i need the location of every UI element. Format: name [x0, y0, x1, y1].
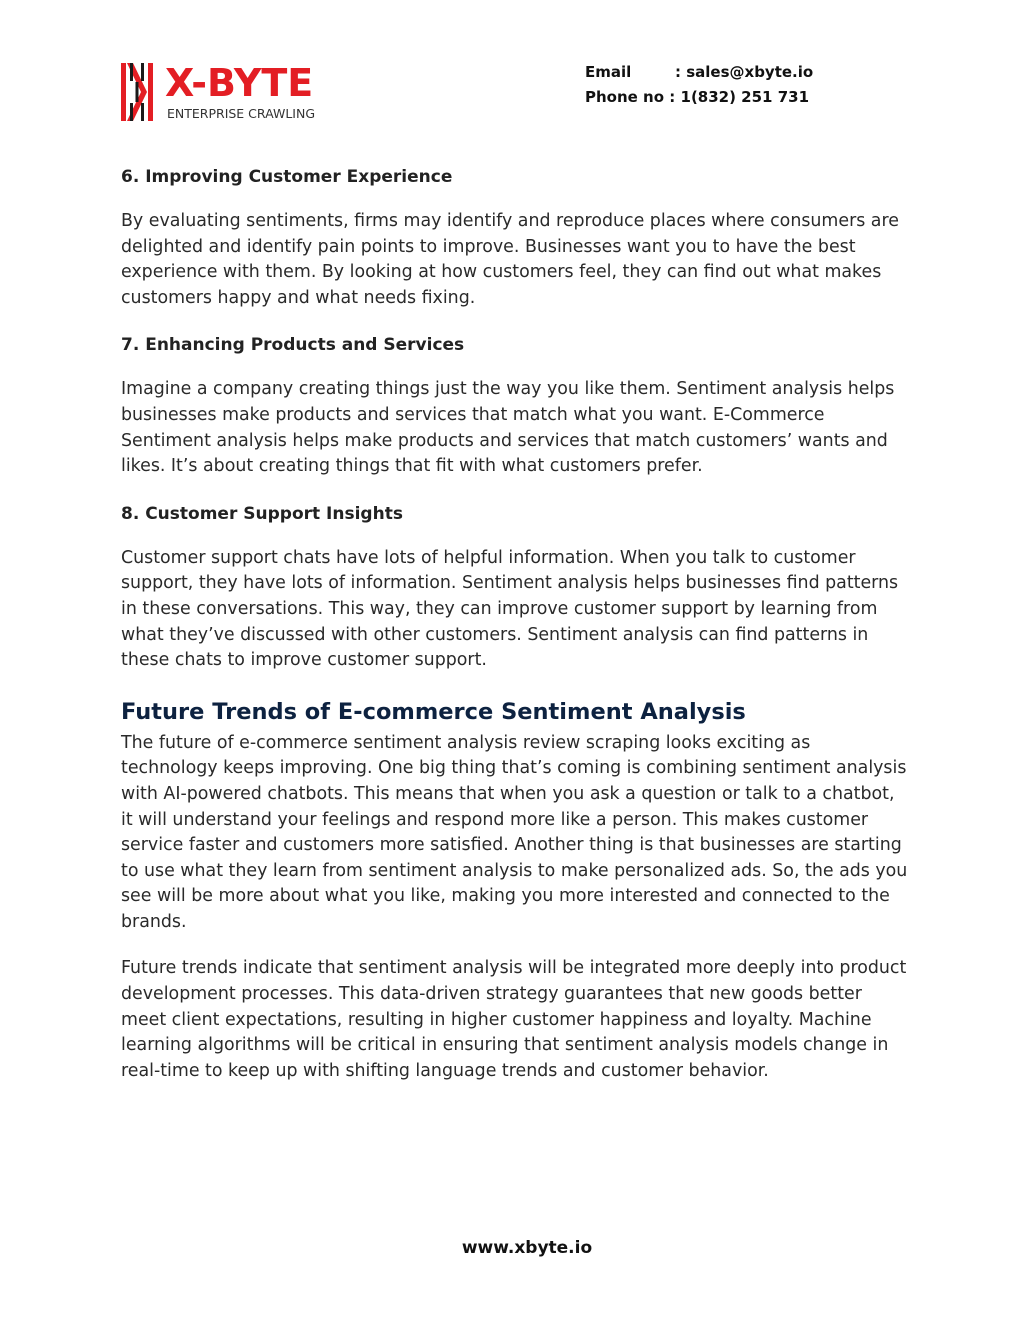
section-future-trends: [121, 695, 911, 1085]
section-heading: 6. Improving Customer Experience: [121, 167, 453, 187]
x-byte-logo: [121, 60, 361, 124]
future-paragraph: Future trends indicate that sentiment analysis will be integrated more deeply into product development processes. This data-driven strategy guarantees that new goods better meet client expectations, resulting in higher customer happiness and loyalty. Machine learning algorithms will be critical in ensuring that sentiment analysis models change in real-time to keep up with shifting language trends and customer behavior.: [121, 958, 907, 1081]
section-paragraph: By evaluating sentiments, firms may identify and reproduce places where consumers are delighted and identify pain points to improve. Businesses want you to have the best experience with them. By looking at how customers feel, they can find out what makes customers happy and what needs fixing.: [121, 211, 899, 308]
phone-value[interactable]: : 1(832) 251 731: [669, 88, 810, 106]
contact-info: [585, 60, 813, 110]
document-content: [121, 164, 911, 1105]
email-label: Email: [585, 63, 632, 81]
email-value[interactable]: : sales@xbyte.io: [675, 63, 814, 81]
section-heading: 7. Enhancing Products and Services: [121, 335, 465, 356]
x-byte-logo-icon: [121, 60, 361, 124]
future-paragraph: The future of e-commerce sentiment analysis review scraping looks exciting as technology keeps improving. One big thing that’s coming is combining sentiment analysis with AI-powered chatbots. This means that when you ask a question or talk to a chatbot, it will understand your feelings and respond more like a person. This makes customer service faster and customers more satisfied. Another thing is that businesses are starting to use what they learn from sentiment analysis to make personalized ads. So, the ads you see will be more about what you like, making you more interested and connected to the brands.: [121, 732, 908, 932]
logo-tagline-text: ENTERPRISE CRAWLING: [167, 106, 316, 121]
page-header: [0, 0, 1024, 140]
section-improving-customer-experience: [121, 164, 911, 311]
section-paragraph: Customer support chats have lots of helpful information. When you talk to customer support, they have lots of information. Sentiment analysis helps businesses find patterns in these conversations. This way, they can improve customer support by learning from what they’ve discussed with other customers. Sentiment analysis can find patterns in these chats to improve customer support.: [121, 547, 899, 671]
logo-brand-text: X-BYTE: [165, 61, 314, 105]
section-customer-support-insights: [121, 501, 911, 674]
future-trends-heading: Future Trends of E-commerce Sentiment Analysis: [121, 698, 746, 725]
section-enhancing-products: [121, 332, 911, 479]
phone-row: [585, 85, 813, 110]
email-row: [585, 60, 813, 85]
section-heading: 8. Customer Support Insights: [121, 503, 403, 524]
section-paragraph: Imagine a company creating things just the way you like them. Sentiment analysis helps businesses make products and services that match what you want. E-Commerce Sentiment analysis helps make products and services that match customers’ wants and likes. It’s about creating things that fit with what customers prefer.: [121, 379, 895, 477]
footer-website-link[interactable]: www.xbyte.io: [461, 1238, 593, 1258]
page-footer: [0, 1238, 1024, 1258]
phone-label: Phone no: [585, 88, 665, 106]
